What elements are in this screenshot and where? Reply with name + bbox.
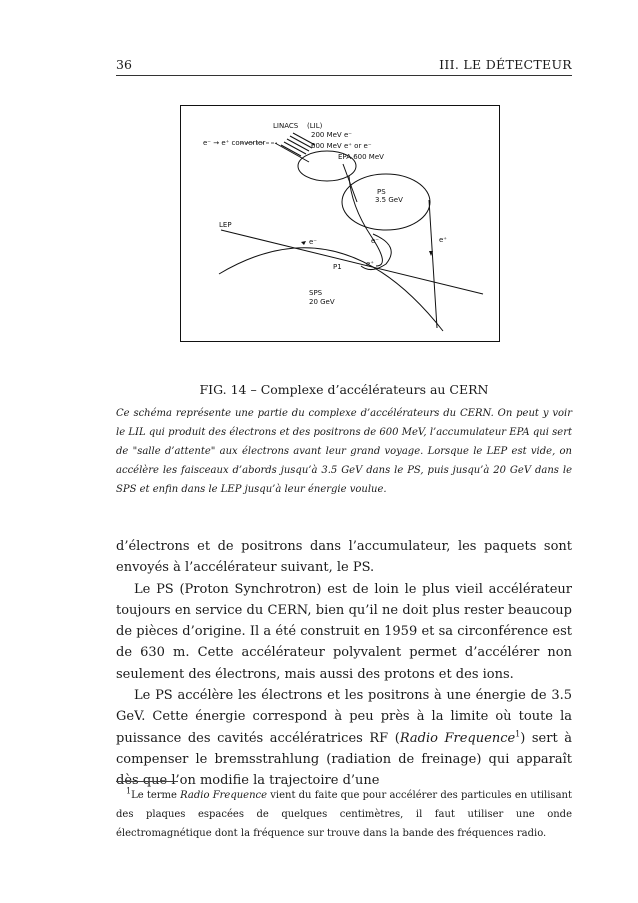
label-ps: PS	[377, 188, 386, 196]
figure-title: – Complexe d’accélérateurs au CERN	[246, 382, 489, 397]
footnote-marker: 1	[126, 786, 132, 796]
label-e200: 200 MeV e⁻	[311, 131, 352, 139]
label-sps-energy: 20 GeV	[309, 298, 335, 306]
diagram-svg	[181, 106, 499, 341]
body-text	[116, 536, 572, 792]
footnote-part-a: Le terme	[131, 790, 181, 801]
label-p1: P1	[333, 263, 342, 271]
accelerator-diagram	[180, 105, 500, 342]
label-converter: e⁻ → e⁺ converter	[203, 139, 266, 147]
label-e-plus-right: e⁺	[439, 236, 448, 244]
label-e-plus-p1: e⁺	[366, 260, 375, 268]
footnote-rule	[116, 781, 178, 782]
footnote-italic: Radio Frequence	[180, 790, 268, 801]
linac-hatch	[281, 133, 315, 156]
figure-number: FIG. 14	[199, 382, 247, 397]
paragraph-1: d’électrons et de positrons dans l’accumulateur, les paquets sont envoyés à l’accélérateur suivant, le PS.	[116, 539, 572, 576]
label-linacs: LINACS	[273, 122, 299, 130]
footnote-ref[interactable]: 1	[515, 729, 521, 739]
paragraph-3	[116, 685, 572, 791]
figure-note: Ce schéma représente une partie du complexe d’accélérateurs du CERN. On peut y voir le LIL qui produit des électrons et des positrons de 600 MeV, l’accumulateur EPA qui sert de "salle d’attente" aux électrons avant leur grand voyage. Lorsque le LEP est vide, on accélère les faisceaux d’abords jusqu’à 3.5 GeV dans le PS, puis jusqu’à 20 GeV dans le SPS et enfin dans le LEP jusqu’à leur énergie voulue.	[116, 408, 572, 495]
lep-ring-arc	[219, 248, 443, 331]
label-e600: 600 MeV e⁺ or e⁻	[311, 142, 372, 150]
label-lep: LEP	[219, 221, 232, 229]
paragraph-3-part-b: ) sert à compenser le bremsstrahlung (radiation de freinage) qui apparaît dès que l’on modifie la trajectoire d’une	[116, 730, 572, 789]
label-e-minus-ps: e⁻	[371, 237, 380, 245]
transfer-ps-sps	[429, 200, 437, 328]
label-ps-energy: 3.5 GeV	[375, 196, 403, 204]
arrow-e-minus	[301, 241, 306, 245]
page-number: 36	[116, 57, 132, 72]
paragraph-3-italic: Radio Frequence	[399, 730, 516, 746]
paragraph-3-part-a: Le PS accélère les électrons et les positrons à une énergie de 3.5 GeV. Cette énergie correspond à peu près à la limite où toute la puissance des cavités accélératrices RF (	[116, 688, 572, 746]
paragraph-2: Le PS (Proton Synchrotron) est de loin le plus vieil accélérateur toujours en service du CERN, bien qu’il ne doit plus rester beaucoup de pièces d’origine. Il a été construit en 1959 et sa circonférence est de 630 m. Cette accélérateur polyvalent permet d’accélérer non seulement des électrons, mais aussi des protons et des ions.	[116, 581, 572, 682]
label-lil: (LIL)	[307, 122, 323, 130]
footnote-part-b: vient du faite que pour accélérer des particules en utilisant des plaques espacées de quelques centimètres, il faut utiliser une onde électromagnétique dont la fréquence sur trouve dans la bande des fréquences radio.	[116, 790, 572, 839]
page-header	[116, 57, 572, 76]
label-e-minus-left: e⁻	[309, 238, 318, 246]
label-epa: EPA 600 MeV	[338, 153, 384, 161]
label-sps: SPS	[309, 289, 323, 297]
figure-caption	[116, 382, 572, 397]
chapter-title: III. LE DÉTECTEUR	[439, 57, 572, 72]
footnote	[116, 786, 572, 843]
